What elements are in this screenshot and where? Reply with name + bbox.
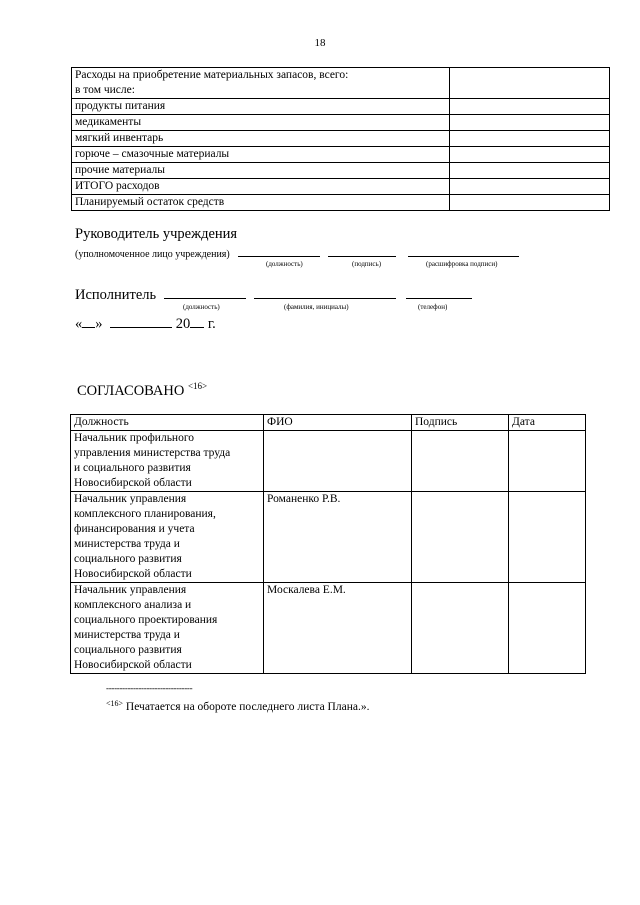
expense-label-line: ИТОГО расходов (75, 180, 160, 192)
agreed-title: СОГЛАСОВАНО (77, 383, 185, 399)
authorized-person-label: (уполномоченное лицо учреждения) (75, 249, 230, 260)
approval-position-line: комплексного анализа и (74, 599, 192, 611)
approval-position-line: Начальник управления (74, 584, 187, 596)
approval-position-line: управления министерства труда (74, 447, 231, 459)
approval-header-row (71, 415, 586, 431)
expense-label-line: горюче – смазочные материалы (75, 148, 230, 160)
expense-label-line: Планируемый остаток средств (75, 196, 225, 208)
approval-position-line: министерства труда и (74, 538, 180, 550)
approval-position-line: социального проектирования (74, 614, 218, 626)
date-close-quote: » (95, 316, 103, 332)
executor-phone-line[interactable] (406, 298, 472, 299)
expense-label (72, 147, 450, 163)
approval-position (71, 492, 264, 583)
approval-signature[interactable] (412, 431, 509, 492)
expense-label-line: продукты питания (75, 100, 166, 112)
expense-row (72, 131, 610, 147)
expense-label-line: прочие материалы (75, 164, 165, 176)
year-line[interactable] (190, 327, 204, 328)
day-line[interactable] (82, 327, 95, 328)
approval-position-line: социального развития (74, 553, 182, 565)
approval-position-line: комплексного планирования, (74, 508, 216, 520)
expense-value[interactable] (450, 147, 610, 163)
expense-value[interactable] (450, 195, 610, 211)
approval-row (71, 492, 586, 583)
approval-table (70, 414, 586, 674)
expense-label (72, 195, 450, 211)
approval-date[interactable] (509, 583, 586, 674)
executor-row (75, 286, 472, 304)
date-open-quote: « (75, 316, 83, 332)
expense-label (72, 99, 450, 115)
approval-row (71, 583, 586, 674)
approval-signature[interactable] (412, 583, 509, 674)
expense-value[interactable] (450, 163, 610, 179)
date-row (75, 316, 216, 333)
expense-label (72, 115, 450, 131)
transcript-caption: (расшифровка подписи) (426, 260, 498, 268)
expense-row (72, 115, 610, 131)
footnote-text: Печатается на обороте последнего листа Плана.». (123, 701, 370, 713)
approval-position-line: Начальник профильного (74, 432, 195, 444)
expense-row (72, 163, 610, 179)
expense-label (72, 68, 450, 99)
agreed-heading (77, 381, 207, 400)
footnote-divider: -------------------------------- (106, 683, 193, 693)
approval-position-line: Новосибирской области (74, 477, 192, 489)
year-prefix: 20 (175, 316, 191, 332)
expense-row (72, 68, 610, 99)
approval-name (264, 431, 412, 492)
approval-name: Романенко Р.В. (264, 492, 412, 583)
executor-phone-caption: (телефон) (418, 303, 448, 311)
expenses-table (71, 67, 610, 211)
expense-label (72, 131, 450, 147)
approval-position-line: Новосибирской области (74, 568, 192, 580)
footnote (106, 699, 369, 713)
expense-label-line: мягкий инвентарь (75, 132, 164, 144)
expense-value[interactable] (450, 179, 610, 195)
expense-row (72, 179, 610, 195)
executor-name-line[interactable] (254, 298, 396, 299)
approval-position-line: министерства труда и (74, 629, 180, 641)
signature-line[interactable] (328, 256, 396, 257)
expense-row (72, 147, 610, 163)
expense-label-line: в том числе: (75, 84, 135, 96)
approval-date[interactable] (509, 492, 586, 583)
expense-label-line: Расходы на приобретение материальных запасов, всего: (75, 69, 349, 81)
expense-value[interactable] (450, 68, 610, 99)
expense-value[interactable] (450, 99, 610, 115)
approval-position-line: финансирования и учета (74, 523, 195, 535)
year-suffix: г. (207, 316, 216, 332)
approval-date[interactable] (509, 431, 586, 492)
approval-position-line: Начальник управления (74, 493, 187, 505)
signature-caption: (подпись) (352, 260, 382, 268)
approval-name: Москалева Е.М. (264, 583, 412, 674)
position-caption: (должность) (266, 260, 303, 268)
executor-label: Исполнитель (75, 287, 157, 303)
executor-position-caption: (должность) (183, 303, 220, 311)
expense-label (72, 163, 450, 179)
header-date: Дата (509, 415, 586, 431)
footnote-ref: <16> (106, 699, 124, 708)
expense-label-line: медикаменты (75, 116, 142, 128)
expense-row (72, 99, 610, 115)
approval-position (71, 431, 264, 492)
expense-label (72, 179, 450, 195)
approval-row (71, 431, 586, 492)
approval-signature[interactable] (412, 492, 509, 583)
header-signature: Подпись (412, 415, 509, 431)
executor-position-line[interactable] (164, 298, 246, 299)
approval-position-line: Новосибирской области (74, 659, 192, 671)
expense-value[interactable] (450, 131, 610, 147)
approval-position-line: и социального развития (74, 462, 191, 474)
position-line[interactable] (238, 256, 320, 257)
header-position: Должность (71, 415, 264, 431)
header-name: ФИО (264, 415, 412, 431)
head-title: Руководитель учреждения (75, 226, 238, 242)
approval-position-line: социального развития (74, 644, 182, 656)
page-number: 18 (314, 37, 326, 49)
approval-position (71, 583, 264, 674)
expense-value[interactable] (450, 115, 610, 131)
agreed-footnote-ref: <16> (187, 381, 208, 391)
expense-row (72, 195, 610, 211)
executor-name-caption: (фамилия, инициалы) (284, 303, 349, 311)
month-line[interactable] (110, 327, 172, 328)
signature-transcript-line[interactable] (408, 256, 519, 257)
